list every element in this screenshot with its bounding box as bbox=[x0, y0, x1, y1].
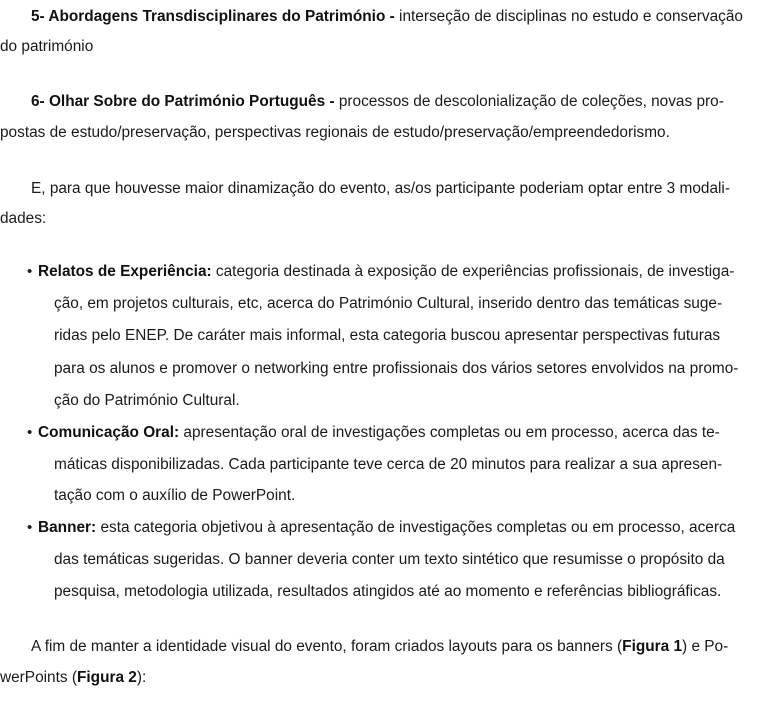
bullet2-line3 bbox=[54, 486, 295, 506]
bullet3-text-3: pesquisa, metodologia utilizada, resultados atingidos até ao momento e referências bibliográficas. bbox=[54, 583, 722, 600]
bullet3-line3 bbox=[54, 582, 721, 602]
figure2-ref: Figura 2 bbox=[76, 669, 137, 686]
bullet2-label: Comunicação Oral: bbox=[38, 424, 184, 441]
bullet1-text-1: categoria destinada à exposição de experiências profissionais, de investiga- bbox=[215, 263, 735, 280]
bullet2-text-3: tação com o auxílio de PowerPoint. bbox=[54, 487, 296, 504]
bullet2-line2 bbox=[54, 455, 722, 475]
section6-title: 6- Olhar Sobre do Património Português - bbox=[31, 93, 339, 110]
bullet2-text-1: apresentação oral de investigações completas ou em processo, acerca das te- bbox=[183, 424, 720, 441]
bullet-icon: • bbox=[27, 519, 33, 536]
bullet1-line4 bbox=[54, 359, 738, 379]
intro-text-2: dades: bbox=[0, 210, 47, 227]
bullet-icon: • bbox=[27, 424, 33, 441]
bullet2-line1 bbox=[38, 423, 720, 443]
closing-text-1b: ) e Po- bbox=[682, 638, 729, 655]
section5-text-1: interseção de disciplinas no estudo e conservação bbox=[399, 8, 743, 25]
bullet2-text-2: máticas disponibilizadas. Cada participante teve cerca de 20 minutos para realizar a sua apresen- bbox=[54, 456, 723, 473]
bullet1-text-5: ção do Património Cultural. bbox=[54, 392, 240, 409]
closing-line2 bbox=[0, 668, 146, 688]
section5-text-2: do património bbox=[0, 38, 94, 55]
section6-line2 bbox=[0, 123, 670, 143]
bullet3-text-2: das temáticas sugeridas. O banner deveria conter um texto sintético que resumisse o propósito da bbox=[54, 551, 725, 568]
bullet1-text-4: para os alunos e promover o networking entre profissionais dos vários setores envolvidos na promo- bbox=[54, 360, 739, 377]
intro-line2 bbox=[0, 209, 46, 229]
section6-line1 bbox=[31, 92, 724, 112]
section6-text-1: processos de descolonialização de coleções, novas pro- bbox=[338, 93, 724, 110]
bullet1-text-3: ridas pelo ENEP. De caráter mais informal, esta categoria buscou apresentar perspectivas futuras bbox=[54, 327, 721, 344]
bullet-icon: • bbox=[27, 263, 33, 280]
bullet3-line2 bbox=[54, 550, 725, 570]
intro-text-1: E, para que houvesse maior dinamização do evento, as/os participante poderiam optar entre 3 modali- bbox=[31, 180, 730, 197]
closing-text-1: A fim de manter a identidade visual do evento, foram criados layouts para os banners ( bbox=[31, 638, 623, 655]
bullet1-line3 bbox=[54, 326, 720, 346]
section5-line1 bbox=[31, 7, 743, 27]
closing-text-2b: ): bbox=[136, 669, 147, 686]
closing-line1 bbox=[31, 637, 728, 657]
bullet1-text-2: ção, em projetos culturais, etc, acerca do Património Cultural, inserido dentro das temáticas suge- bbox=[54, 295, 723, 312]
bullet1-line5 bbox=[54, 391, 240, 411]
figure1-ref: Figura 1 bbox=[622, 638, 683, 655]
bullet1-line1 bbox=[38, 262, 734, 282]
section5-title: 5- Abordagens Transdisciplinares do Património - bbox=[31, 8, 400, 25]
bullet3-text-1: esta categoria objetivou à apresentação de investigações completas ou em processo, acerca bbox=[100, 519, 736, 536]
closing-text-2: werPoints ( bbox=[0, 669, 77, 686]
bullet3-label: Banner: bbox=[38, 519, 101, 536]
section5-line2 bbox=[0, 37, 93, 57]
bullet1-label: Relatos de Experiência: bbox=[38, 263, 216, 280]
intro-line1 bbox=[31, 179, 730, 199]
bullet3-line1 bbox=[38, 518, 735, 538]
section6-text-2: postas de estudo/preservação, perspectivas regionais de estudo/preservação/empreendedorismo. bbox=[0, 124, 670, 141]
bullet1-line2 bbox=[54, 294, 722, 314]
